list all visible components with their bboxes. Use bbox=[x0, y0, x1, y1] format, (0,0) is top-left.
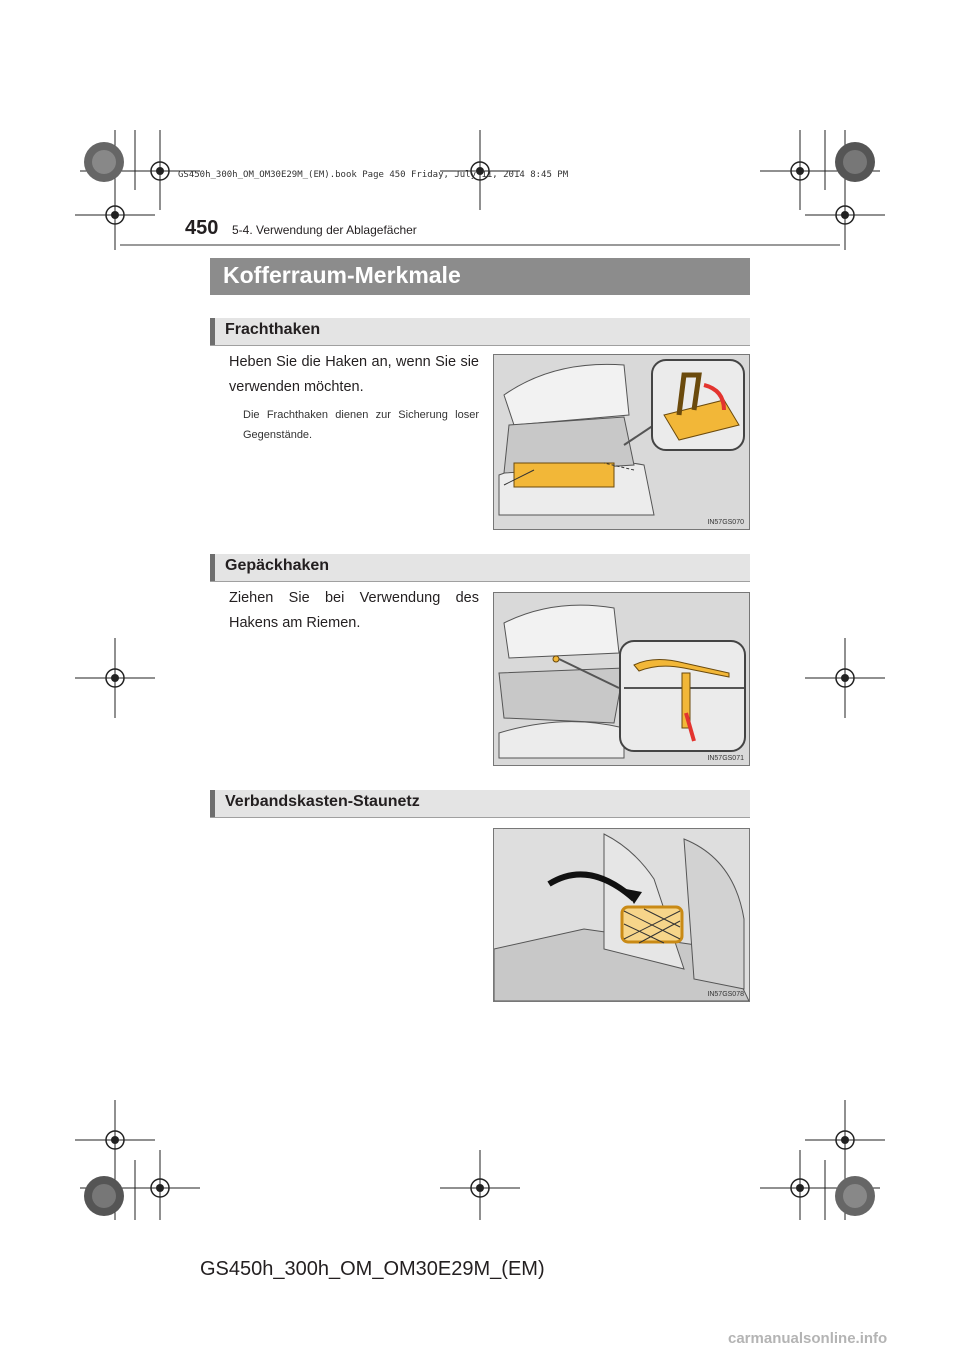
section-heading-verbandskasten bbox=[210, 790, 750, 818]
figure-code: IN57GS078 bbox=[707, 991, 744, 998]
figure-frachthaken bbox=[493, 354, 750, 530]
title-bar bbox=[210, 258, 750, 295]
heading-bar bbox=[210, 554, 215, 581]
section-heading-gepaeckhaken bbox=[210, 554, 750, 582]
body-text-gepaeckhaken: Ziehen Sie bei Verwendung des Hakens am Riemen. bbox=[229, 590, 479, 631]
figure-verbandskasten bbox=[493, 828, 750, 1002]
page-title: Kofferraum-Merkmale bbox=[223, 262, 461, 288]
section-heading-label: Verbandskasten-Staunetz bbox=[225, 793, 420, 810]
section-label: 5-4. Verwendung der Ablagefächer bbox=[232, 223, 417, 237]
figure-code: IN57GS070 bbox=[707, 519, 744, 526]
body-text-frachthaken: Heben Sie die Haken an, wenn Sie sie verwenden möchten. bbox=[229, 354, 479, 395]
luggage-hook-illustration bbox=[494, 593, 749, 765]
first-aid-net-illustration bbox=[494, 829, 749, 1001]
watermark: carmanualsonline.info bbox=[728, 1330, 888, 1347]
section-heading-frachthaken bbox=[210, 318, 750, 346]
cargo-box bbox=[514, 463, 614, 487]
book-file-info: GS450h_300h_OM_OM30E29M_(EM).book Page 450 Friday, July 11, 2014 8:45 PM bbox=[178, 170, 569, 180]
page-number: 450 bbox=[185, 217, 219, 239]
section-heading-label: Frachthaken bbox=[225, 321, 321, 338]
section-heading-label: Gepäckhaken bbox=[225, 557, 330, 574]
heading-bar bbox=[210, 790, 215, 817]
note-text-frachthaken: Die Frachthaken dienen zur Sicherung loser Gegenstände. bbox=[243, 409, 479, 441]
trunk-hook-illustration bbox=[494, 355, 749, 529]
footer-model-code: GS450h_300h_OM_OM30E29M_(EM) bbox=[200, 1258, 545, 1280]
figure-gepaeckhaken bbox=[493, 592, 750, 766]
figure-code: IN57GS071 bbox=[707, 755, 744, 762]
heading-bar bbox=[210, 318, 215, 345]
header-rule bbox=[120, 244, 840, 246]
